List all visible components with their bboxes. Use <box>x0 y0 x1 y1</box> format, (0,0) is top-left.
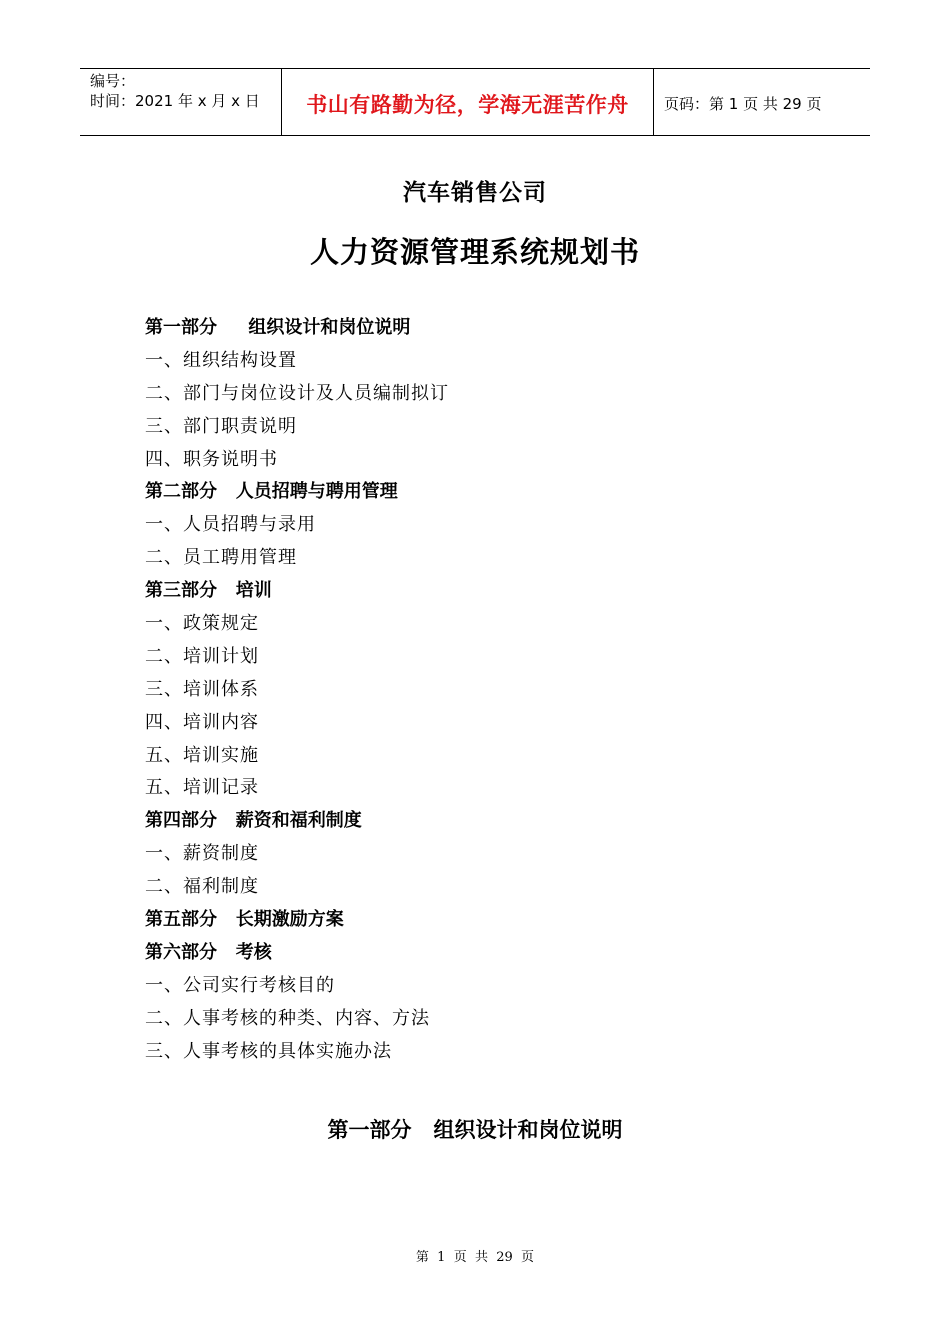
toc-item: 二、员工聘用管理 <box>145 547 297 569</box>
toc-item: 一、人员招聘与录用 <box>145 514 316 536</box>
header-meta-cell <box>80 69 282 135</box>
toc-item: 三、人事考核的具体实施办法 <box>145 1040 392 1062</box>
page-footer: 第 1 页 共 29 页 <box>415 1250 535 1265</box>
page-header-table <box>80 68 870 136</box>
company-name: 汽车销售公司 <box>403 180 547 206</box>
toc-item: 二、福利制度 <box>145 876 259 898</box>
header-motto-cell <box>282 69 654 135</box>
toc-item: 五、培训实施 <box>145 744 259 766</box>
document-number-label: 编号： <box>90 72 136 90</box>
toc-part-heading: 第三部分 培训 <box>145 580 272 602</box>
motto-text: 书山有路勤为径，学海无涯苦作舟 <box>306 93 629 117</box>
document-date-label: 时间：2021 年 x 月 x 日 <box>90 92 260 110</box>
toc-part-heading: 第四部分 薪资和福利制度 <box>145 810 362 832</box>
toc-item: 二、人事考核的种类、内容、方法 <box>145 1007 430 1029</box>
toc-part-heading: 第五部分 长期激励方案 <box>145 909 344 931</box>
header-page-cell <box>654 69 870 135</box>
toc-item: 四、培训内容 <box>145 711 259 733</box>
toc-part-heading: 第二部分 人员招聘与聘用管理 <box>145 481 398 503</box>
toc-item: 一、薪资制度 <box>145 843 259 865</box>
toc-item: 二、培训计划 <box>145 645 259 667</box>
toc-part-heading: 第一部分 组织设计和岗位说明 <box>145 317 411 338</box>
toc-part-heading: 第六部分 考核 <box>145 941 272 963</box>
toc-item: 一、公司实行考核目的 <box>145 974 335 996</box>
toc-item: 二、部门与岗位设计及人员编制拟订 <box>145 382 449 404</box>
document-title: 人力资源管理系统规划书 <box>309 235 640 269</box>
toc-item: 五、培训记录 <box>145 777 259 799</box>
header-page-number: 页码：第 1 页 共 29 页 <box>664 94 822 113</box>
toc-item: 一、政策规定 <box>145 613 259 635</box>
table-of-contents <box>145 312 845 1068</box>
toc-item: 四、职务说明书 <box>145 448 278 470</box>
toc-item: 三、培训体系 <box>145 678 259 700</box>
toc-item: 三、部门职责说明 <box>145 415 297 437</box>
toc-item: 一、组织结构设置 <box>145 349 297 371</box>
section-heading: 第一部分 组织设计和岗位说明 <box>327 1118 623 1142</box>
